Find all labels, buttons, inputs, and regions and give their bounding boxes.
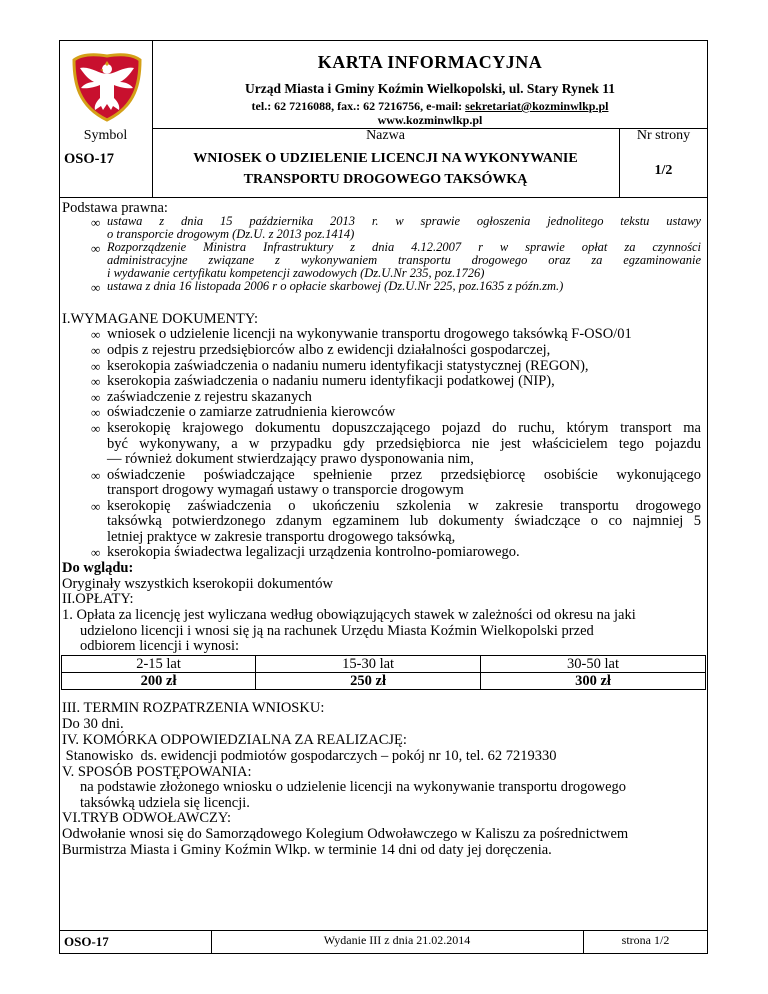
- appeal-line2: Burmistrza Miasta i Gminy Koźmin Wlkp. w terminie 14 dni od daty jej doręczenia.: [62, 842, 552, 858]
- symbol-value: OSO-17: [64, 151, 114, 167]
- footer-top-border: [59, 930, 708, 931]
- fee-amount-cell: 250 zł: [256, 673, 481, 690]
- bullet-icon: ∞: [91, 343, 101, 358]
- bullet-icon: ∞: [91, 468, 101, 483]
- symbol-column-label: Symbol: [83, 128, 128, 143]
- document-item-7-line2: być wykonywany, a w przypadku gdy przedsiębiorca nie jest właścicielem tego pojazdu: [107, 436, 701, 452]
- appeal-line1: Odwołanie wnosi się do Samorządowego Kolegium Odwoławczego w Kaliszu za pośrednictwem: [62, 826, 629, 842]
- document-item-9-line2: taksówką potwierdzonego zdanym egzaminem lub dokumenty świadczące o co najmniej 5: [107, 513, 701, 529]
- legal-basis-heading: Podstawa prawna:: [62, 200, 168, 216]
- review-heading: Do wglądu:: [62, 560, 134, 576]
- procedure-line1: na podstawie złożonego wniosku o udzielenie licencji na wykonywanie transportu drogowego: [80, 779, 627, 795]
- page-column-label: Nr strony: [636, 128, 691, 143]
- bullet-icon: ∞: [91, 499, 101, 514]
- bullet-icon: ∞: [91, 215, 101, 230]
- contact-phone-fax: tel.: 62 7216088, fax.: 62 7216756, e-mail:: [251, 99, 466, 113]
- footer-edition: Wydanie III z dnia 21.02.2014: [323, 933, 471, 947]
- term-heading: III. TERMIN ROZPATRZENIA WNIOSKU:: [62, 700, 325, 716]
- document-item-1: wniosek o udzielenie licencji na wykonywanie transportu drogowego taksówką F-OSO/01: [107, 326, 632, 342]
- fee-period-row: [62, 656, 706, 673]
- legal-item-1-line2: o transporcie drogowym (Dz.U. z 2013 poz.1414): [107, 227, 355, 241]
- appeal-heading: VI.TRYB ODWOŁAWCZY:: [62, 810, 232, 826]
- page-number: 1/2: [654, 163, 673, 178]
- document-item-3: kserokopia zaświadczenia o nadaniu numeru identyfikacji statystycznej (REGON),: [107, 358, 589, 374]
- fee-amount-cell: 300 zł: [481, 673, 706, 690]
- unit-text: Stanowisko ds. ewidencji podmiotów gospodarczych – pokój nr 10, tel. 62 7219330: [62, 748, 557, 764]
- term-text: Do 30 dni.: [62, 716, 124, 732]
- document-item-10: kserokopia świadectwa legalizacji urządzenia kontrolno-pomiarowego.: [107, 544, 520, 560]
- document-item-5: zaświadczenie z rejestru skazanych: [107, 389, 312, 405]
- fee-amount-cell: 200 zł: [62, 673, 256, 690]
- fee-amount-row: [62, 673, 706, 690]
- bullet-icon: ∞: [91, 545, 101, 560]
- unit-heading: IV. KOMÓRKA ODPOWIEDZIALNA ZA REALIZACJĘ:: [62, 732, 407, 748]
- fee-period-cell: 2-15 lat: [62, 656, 256, 673]
- review-text: Oryginały wszystkich kserokopii dokumentów: [62, 576, 334, 592]
- document-item-2: odpis z rejestru przedsiębiorców albo z ewidencji działalności gospodarczej,: [107, 342, 551, 358]
- fee-period-cell: 15-30 lat: [256, 656, 481, 673]
- coat-of-arms-icon: [68, 52, 146, 124]
- office-address: Urząd Miasta i Gminy Koźmin Wielkopolski, ul. Stary Rynek 11: [245, 81, 615, 96]
- legal-item-2-line2: administracyjne związane z wykonywaniem transportu drogowego oraz za egzaminowanie: [107, 253, 701, 267]
- name-column-label: Nazwa: [366, 128, 405, 143]
- documents-heading: I.WYMAGANE DOKUMENTY:: [62, 311, 259, 327]
- legal-item-3-line1: ustawa z dnia 16 listopada 2006 r o opłacie skarbowej (Dz.U.Nr 225, poz.1635 z późn.zm.): [107, 279, 564, 293]
- bullet-icon: ∞: [91, 421, 101, 436]
- legal-item-2-line1: Rozporządzenie Ministra Infrastruktury z dnia 4.12.2007 r w sprawie opłat za czynności: [107, 240, 701, 254]
- bullet-icon: ∞: [91, 359, 101, 374]
- bullet-icon: ∞: [91, 327, 101, 342]
- email-link[interactable]: sekretariat@kozminwlkp.pl: [465, 99, 609, 113]
- document-item-8-line1: oświadczenie poświadczające spełnienie przez przedsiębiorcę osobiście wykonującego: [107, 467, 701, 483]
- document-item-7-line1: kserokopię krajowego dokumentu dopuszczającego pojazd do ruchu, którym transport ma: [107, 420, 701, 436]
- bullet-icon: ∞: [91, 405, 101, 420]
- document-item-7-line3: — również dokument stwierdzający prawo dysponowania nim,: [107, 451, 474, 467]
- bullet-icon: ∞: [91, 241, 101, 256]
- document-item-9-line1: kserokopię zaświadczenia o ukończeniu szkolenia w zakresie transportu drogowego: [107, 498, 701, 514]
- document-item-9-line3: letniej praktyce w zakresie transportu drogowego taksówką,: [107, 529, 456, 545]
- legal-item-2-line3: i wydawanie certyfikatu kompetencji zawodowych (Dz.U.Nr 235, poz.1726): [107, 266, 485, 280]
- fees-line3: odbiorem licencji i wynosi:: [80, 638, 240, 654]
- fee-table: [61, 655, 706, 690]
- document-item-4: kserokopia zaświadczenia o nadaniu numeru identyfikacji podatkowej (NIP),: [107, 373, 555, 389]
- footer-symbol: OSO-17: [64, 934, 109, 949]
- document-title: KARTA INFORMACYJNA: [317, 52, 543, 72]
- document-item-8-line2: transport drogowy wymagań ustawy o transporcie drogowym: [107, 482, 464, 498]
- bullet-icon: ∞: [91, 374, 101, 389]
- website-link[interactable]: www.kozminwlkp.pl: [377, 113, 483, 127]
- fees-line2: udzielono licencji i wnosi się ją na rachunek Urzędu Miasta Koźmin Wielkopolski przed: [80, 623, 594, 639]
- header-bottom-border: [59, 197, 708, 198]
- fees-heading: II.OPŁATY:: [62, 591, 134, 607]
- fee-period-cell: 30-50 lat: [481, 656, 706, 673]
- footer-page: strona 1/2: [621, 933, 670, 947]
- application-name-line2: TRANSPORTU DROGOWEGO TAKSÓWKĄ: [243, 172, 528, 187]
- procedure-heading: V. SPOSÓB POSTĘPOWANIA:: [62, 764, 252, 780]
- fees-line1: 1. Opłata za licencję jest wyliczana według obowiązujących stawek w zależności od okresu na jaki: [62, 607, 636, 623]
- document-item-6: oświadczenie o zamiarze zatrudnienia kierowców: [107, 404, 396, 420]
- bullet-icon: ∞: [91, 390, 101, 405]
- application-name-line1: WNIOSEK O UDZIELENIE LICENCJI NA WYKONYWANIE: [193, 151, 578, 166]
- procedure-line2: taksówką udziela się licencji.: [80, 795, 250, 811]
- legal-item-1-line1: ustawa z dnia 15 października 2013 r. w sprawie ogłoszenia jednolitego tekstu ustawy: [107, 214, 701, 228]
- office-contact: [152, 99, 708, 114]
- bullet-icon: ∞: [91, 280, 101, 295]
